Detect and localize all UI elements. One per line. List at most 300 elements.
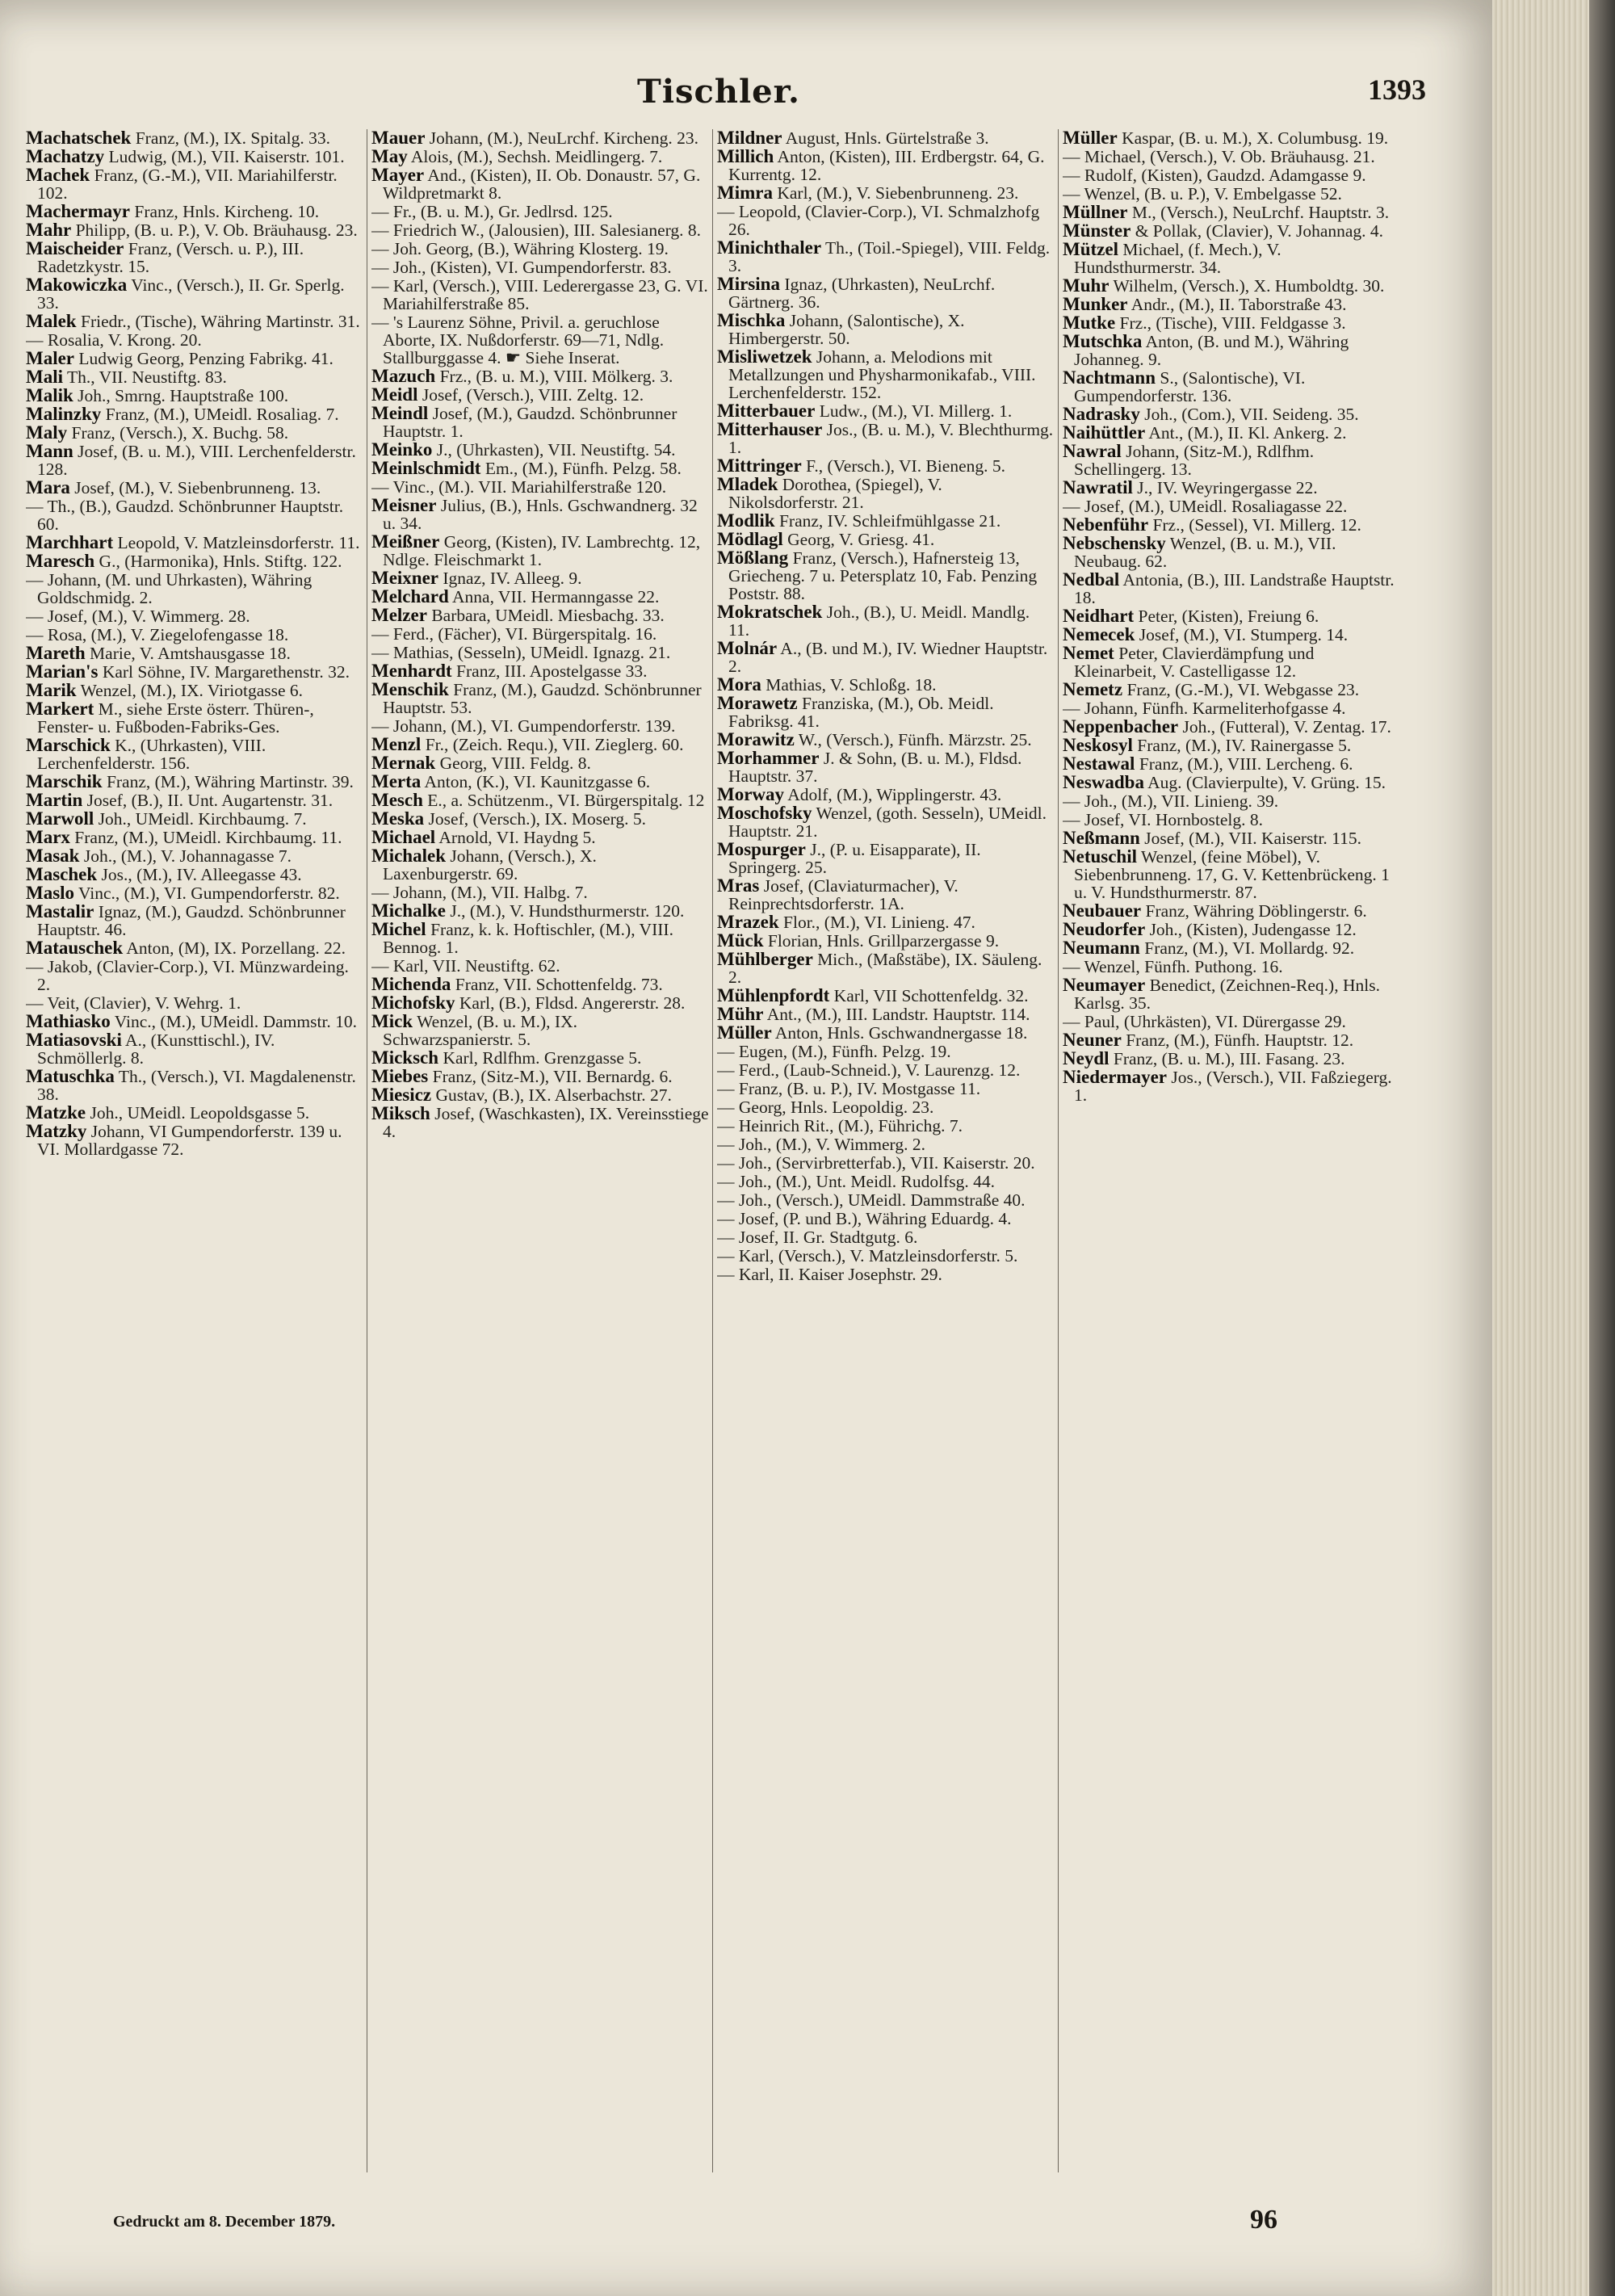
entry-details: — Jakob, (Clavier-Corp.), VI. Münzwardeing. 2. xyxy=(26,957,349,994)
entry-details: Th., VII. Neustiftg. 83. xyxy=(63,367,227,387)
entry-details: Ludwig, (M.), VII. Kaiserstr. 101. xyxy=(104,147,345,166)
entry-details: — Mathias, (Sesseln), UMeidl. Ignazg. 21. xyxy=(371,643,671,662)
directory-entry xyxy=(371,386,709,404)
entry-details: S., (Salontische), VI. Gumpendorferstr. 136. xyxy=(1074,368,1306,405)
directory-entry xyxy=(371,460,709,477)
entry-name: Mras xyxy=(717,875,760,896)
directory-entry xyxy=(26,1031,363,1067)
directory-entry xyxy=(26,571,363,607)
entry-details: Franz, III. Apostelgasse 33. xyxy=(451,661,648,681)
directory-entry xyxy=(717,1173,1055,1190)
directory-entry xyxy=(1063,939,1400,957)
entry-details: Florian, Hnls. Grillparzergasse 9. xyxy=(763,931,1000,951)
entry-name: Munker xyxy=(1063,294,1128,314)
directory-entry xyxy=(26,994,363,1012)
directory-entry xyxy=(1063,185,1400,203)
entry-details: — Joh., (M.), V. Wimmerg. 2. xyxy=(717,1135,925,1154)
entry-name: Mesch xyxy=(371,790,423,810)
directory-entry xyxy=(717,695,1055,730)
entry-details: And., (Kisten), II. Ob. Donaustr. 57, G. Wildpretmarkt 8. xyxy=(383,166,701,203)
directory-entry xyxy=(371,478,709,496)
entry-details: — Heinrich Rit., (M.), Führichg. 7. xyxy=(717,1116,963,1135)
directory-entry xyxy=(26,203,363,220)
directory-entry xyxy=(371,221,709,239)
directory-entry xyxy=(717,275,1055,311)
directory-entry xyxy=(1063,479,1400,497)
directory-entry xyxy=(26,1104,363,1122)
entry-name: Mützel xyxy=(1063,239,1118,259)
entry-name: Moschofsky xyxy=(717,803,812,823)
entry-details: — Wenzel, Fünfh. Puthong. 16. xyxy=(1063,957,1283,976)
entry-name: Melchard xyxy=(371,586,449,607)
directory-entry xyxy=(1063,333,1400,368)
page-number: 1393 xyxy=(1368,73,1426,106)
entry-details: — Vinc., (M.). VII. Mariahilferstraße 120. xyxy=(371,477,667,497)
entry-name: Michenda xyxy=(371,974,451,994)
entry-name: Merta xyxy=(371,771,422,791)
directory-entry xyxy=(26,829,363,846)
directory-entry xyxy=(717,932,1055,950)
directory-entry xyxy=(26,737,363,772)
entry-name: Mospurger xyxy=(717,839,806,859)
entry-name: Millich xyxy=(717,146,774,166)
entry-name: Marschick xyxy=(26,735,111,755)
entry-details: Joh., Smrng. Hauptstraße 100. xyxy=(73,386,289,405)
entry-details: Wenzel, (B. u. M.), VII. Neubaug. 62. xyxy=(1074,534,1336,571)
entry-details: — Josef, VI. Hornbostelg. 8. xyxy=(1063,810,1264,829)
entry-details: Franz, (Versch. u. P.), III. Radetzkystr. 15. xyxy=(37,239,304,276)
directory-entry xyxy=(1063,1031,1400,1049)
entry-details: Karl, (B.), Fldsd. Angererstr. 28. xyxy=(455,993,686,1013)
directory-entry xyxy=(1063,737,1400,754)
directory-entry xyxy=(26,148,363,166)
directory-entry xyxy=(26,276,363,312)
directory-entry xyxy=(26,405,363,423)
directory-entry xyxy=(371,957,709,975)
entry-details: Wenzel, (M.), IX. Viriotgasse 6. xyxy=(76,681,304,700)
entry-details: Johann, (Sitz-M.), Rdlfhm. Schellingerg. 13. xyxy=(1074,442,1315,479)
entry-details: — Joh. Georg, (B.), Währing Klosterg. 19. xyxy=(371,239,669,258)
entry-name: Mildner xyxy=(717,129,782,148)
entry-name: Mali xyxy=(26,367,63,387)
entry-details: E., a. Schützenm., VI. Bürgerspitalg. 12 xyxy=(422,791,705,810)
entry-details: — Johann, Fünfh. Karmeliterhofgasse 4. xyxy=(1063,699,1346,718)
entry-name: Mück xyxy=(717,930,764,951)
entry-details: Franz, (M.), Währing Martinstr. 39. xyxy=(102,772,354,791)
entry-name: Mrazek xyxy=(717,912,779,932)
directory-entry xyxy=(371,497,709,532)
entry-name: Mathiasko xyxy=(26,1011,111,1031)
entry-name: Nachtmann xyxy=(1063,367,1156,388)
entry-details: Vinc., (M.), UMeidl. Dammstr. 10. xyxy=(110,1012,358,1031)
entry-details: Franz, (M.), UMeidl. Kirchbaumg. 11. xyxy=(69,828,342,847)
entry-name: Mödlagl xyxy=(717,529,783,549)
entry-name: Nemetz xyxy=(1063,679,1123,699)
directory-entry xyxy=(26,607,363,625)
entry-name: Münster xyxy=(1063,220,1131,241)
entry-name: Müller xyxy=(717,1022,772,1043)
directory-entry xyxy=(371,644,709,661)
entry-name: Mauer xyxy=(371,129,426,148)
entry-name: Nadrasky xyxy=(1063,404,1140,424)
directory-entry xyxy=(371,829,709,846)
directory-entry xyxy=(26,479,363,497)
entry-details: Josef, (M.), VI. Stumperg. 14. xyxy=(1135,625,1349,644)
directory-entry xyxy=(371,533,709,569)
entry-name: Morhammer xyxy=(717,748,820,768)
entry-name: Mimra xyxy=(717,183,773,203)
entry-details: J., (Uhrkasten), VII. Neustiftg. 54. xyxy=(432,440,676,460)
entry-name: Marschik xyxy=(26,771,103,791)
entry-name: Meinko xyxy=(371,439,433,460)
directory-entry xyxy=(1063,755,1400,773)
entry-details: Franz, Währing Döblingerstr. 6. xyxy=(1141,901,1367,921)
entry-details: — Johann, (M.), VII. Halbg. 7. xyxy=(371,883,588,902)
entry-details: Jos., (M.), IV. Alleegasse 43. xyxy=(97,865,302,884)
directory-entry xyxy=(371,994,709,1012)
entry-name: Nebschensky xyxy=(1063,533,1166,553)
directory-entry xyxy=(717,549,1055,602)
directory-entry xyxy=(717,731,1055,749)
entry-details: Josef, (B. u. M.), VIII. Lerchenfelderstr. 128. xyxy=(37,442,356,479)
entry-details: — Eugen, (M.), Fünfh. Pelzg. 19. xyxy=(717,1042,951,1061)
directory-entry xyxy=(371,736,709,753)
entry-details: Ludw., (M.), VI. Millerg. 1. xyxy=(815,401,1013,421)
directory-entry xyxy=(371,681,709,716)
entry-name: Machermayr xyxy=(26,201,130,221)
entry-details: — Karl, (Versch.), V. Matzleinsdorferstr. 5. xyxy=(717,1246,1018,1266)
entry-details: Mich., (Maßstäbe), IX. Säuleng. 2. xyxy=(728,950,1042,987)
entry-details: Dorothea, (Spiegel), V. Nikolsdorferstr. 21. xyxy=(728,475,942,512)
directory-entry xyxy=(717,1210,1055,1228)
entry-details: Franz, (M.), VIII. Lercheng. 6. xyxy=(1135,754,1353,774)
entry-name: Michalke xyxy=(371,900,446,921)
entry-name: Müller xyxy=(1063,129,1118,148)
entry-details: A., (B. und M.), IV. Wiedner Hauptstr. 2. xyxy=(728,639,1048,676)
entry-details: Julius, (B.), Hnls. Gschwandnerg. 32 u. 34. xyxy=(383,496,698,533)
directory-entry xyxy=(1063,497,1400,515)
entry-details: Josef, (M.), V. Siebenbrunneng. 13. xyxy=(69,478,321,497)
entry-name: Minichthaler xyxy=(717,237,822,258)
entry-details: Leopold, V. Matzleinsdorferstr. 11. xyxy=(113,533,360,552)
directory-entry xyxy=(1063,902,1400,920)
entry-details: — Ferd., (Fächer), VI. Bürgerspitalg. 16. xyxy=(371,624,657,644)
directory-entry xyxy=(1063,811,1400,829)
entry-details: Josef, (Versch.), IX. Moserg. 5. xyxy=(424,809,647,829)
directory-entry xyxy=(371,203,709,220)
entry-name: Mastalir xyxy=(26,901,94,921)
entry-name: Nedbal xyxy=(1063,569,1120,590)
entry-name: Neumayer xyxy=(1063,975,1146,995)
entry-details: Antonia, (B.), III. Landstraße Hauptstr. 18. xyxy=(1074,570,1395,607)
entry-details: — Th., (B.), Gaudzd. Schönbrunner Hauptstr. 60. xyxy=(26,497,344,534)
entry-name: Müllner xyxy=(1063,202,1128,222)
entry-details: Georg, VIII. Feldg. 8. xyxy=(435,753,591,773)
entry-name: Mühlenpfordt xyxy=(717,985,830,1005)
directory-entry xyxy=(26,663,363,681)
entry-name: Michalek xyxy=(371,846,446,866)
directory-entry xyxy=(1063,571,1400,607)
entry-name: Meißner xyxy=(371,531,440,552)
directory-entry xyxy=(1063,1050,1400,1068)
entry-details: Josef, (Versch.), VIII. Zeltg. 12. xyxy=(417,385,644,405)
entry-name: Matzky xyxy=(26,1121,87,1141)
directory-entry xyxy=(717,239,1055,275)
entry-name: Marian's xyxy=(26,661,99,682)
entry-details: G., (Harmonika), Hnls. Stiftg. 122. xyxy=(94,552,342,571)
directory-entry xyxy=(717,348,1055,401)
directory-entry xyxy=(1063,424,1400,442)
entry-name: Mayer xyxy=(371,165,425,185)
entry-name: Misliwetzek xyxy=(717,346,812,367)
signature-number: 96 xyxy=(1250,2205,1277,2235)
directory-entry xyxy=(26,958,363,993)
directory-entry xyxy=(1063,921,1400,938)
directory-entry xyxy=(26,443,363,478)
entry-details: — Michael, (Versch.), V. Ob. Bräuhausg. 21. xyxy=(1063,147,1375,166)
directory-entry xyxy=(371,277,709,313)
directory-entry xyxy=(26,240,363,275)
entry-name: Meidl xyxy=(371,384,418,405)
directory-entry xyxy=(717,184,1055,202)
directory-entry xyxy=(717,148,1055,183)
entry-name: Martin xyxy=(26,790,83,810)
entry-name: Mora xyxy=(717,674,761,695)
directory-entry xyxy=(1063,1013,1400,1030)
entry-details: J., IV. Weyringergasse 22. xyxy=(1132,478,1318,497)
directory-entry xyxy=(371,902,709,920)
entry-name: May xyxy=(371,146,408,166)
entry-details: Friedr., (Tische), Währing Martinstr. 31. xyxy=(76,312,360,331)
directory-entry xyxy=(717,1043,1055,1060)
page-header xyxy=(32,73,1426,129)
entry-name: Nawral xyxy=(1063,441,1122,461)
directory-entry xyxy=(717,1117,1055,1135)
entry-details: — Joh., (Versch.), UMeidl. Dammstraße 40. xyxy=(717,1190,1026,1210)
directory-entry xyxy=(1063,241,1400,276)
entry-details: Johann, (Salontische), X. Himbergerstr. 50. xyxy=(728,311,965,348)
directory-entry xyxy=(371,1049,709,1067)
entry-name: Makowiczka xyxy=(26,275,128,295)
entry-details: Frz., (Tische), VIII. Feldgasse 3. xyxy=(1115,313,1346,333)
entry-details: — Friedrich W., (Jalousien), III. Salesianerg. 8. xyxy=(371,220,702,240)
entry-details: Alois, (M.), Sechsh. Meidlingerg. 7. xyxy=(407,147,663,166)
directory-entry xyxy=(26,866,363,884)
directory-entry xyxy=(26,313,363,330)
directory-entry xyxy=(26,903,363,938)
entry-details: — Ferd., (Laub-Schneid.), V. Laurenzg. 12. xyxy=(717,1060,1021,1080)
entry-name: Modlik xyxy=(717,510,775,531)
entry-name: Morway xyxy=(717,784,785,804)
entry-details: Joh., (Kisten), Judengasse 12. xyxy=(1145,920,1357,939)
entry-name: Neskosyl xyxy=(1063,735,1133,755)
entry-details: F., (Versch.), VI. Bieneng. 5. xyxy=(801,456,1005,476)
entry-name: Neudorfer xyxy=(1063,919,1146,939)
directory-entry xyxy=(26,1123,363,1158)
entry-name: Nemet xyxy=(1063,643,1114,663)
entry-name: Matzke xyxy=(26,1102,86,1123)
entry-details: Barbara, UMeidl. Miesbachg. 33. xyxy=(426,606,665,625)
entry-name: Nestawal xyxy=(1063,753,1135,774)
entry-name: Morawetz xyxy=(717,693,798,713)
directory-entry xyxy=(371,588,709,606)
directory-entry xyxy=(26,644,363,662)
directory-entry xyxy=(371,166,709,202)
directory-entry xyxy=(1063,718,1400,736)
entry-details: Wenzel, (B. u. M.), IX. Schwarzspanierstr. 5. xyxy=(383,1012,577,1049)
directory-entry xyxy=(26,682,363,699)
directory-entry xyxy=(717,1080,1055,1098)
entry-details: Th., (Toil.-Spiegel), VIII. Feldg. 3. xyxy=(728,238,1051,275)
entry-details: Philipp, (B. u. P.), V. Ob. Bräuhausg. 23. xyxy=(71,220,358,240)
entry-details: Karl, VII Schottenfeldg. 32. xyxy=(829,986,1029,1005)
entry-details: J., (P. u. Eisapparate), II. Springerg. 25. xyxy=(728,840,981,877)
entry-name: Neswadba xyxy=(1063,772,1144,792)
entry-name: Menzl xyxy=(371,734,422,754)
entry-details: — Josef, II. Gr. Stadtgutg. 6. xyxy=(717,1228,918,1247)
entry-name: Mazuch xyxy=(371,366,436,386)
directory-entry xyxy=(371,240,709,258)
directory-entry xyxy=(371,1068,709,1085)
entry-details: — Josef, (M.), V. Wimmerg. 28. xyxy=(26,607,250,626)
column-divider xyxy=(712,129,713,2172)
entry-details: Joh., (M.), V. Johannagasse 7. xyxy=(79,846,292,866)
entry-name: Marx xyxy=(26,827,70,847)
entry-name: Molnár xyxy=(717,638,778,658)
directory-entry xyxy=(26,700,363,736)
entry-details: Jos., (B. u. M.), V. Blechthurmg. 1. xyxy=(728,420,1054,457)
directory-entry xyxy=(717,676,1055,694)
entry-name: Menhardt xyxy=(371,661,452,681)
directory-entry xyxy=(717,1024,1055,1042)
directory-entry xyxy=(717,402,1055,420)
entry-details: Em., (M.), Fünfh. Pelzg. 58. xyxy=(480,459,682,478)
page-title: Tischler. xyxy=(637,73,800,111)
directory-entry xyxy=(717,877,1055,913)
directory-entry xyxy=(371,569,709,587)
entry-name: Mutschka xyxy=(1063,331,1143,351)
entry-name: Meixner xyxy=(371,568,439,588)
entry-details: — Karl, (Versch.), VIII. Lederergasse 23, G. VI. Mariahilferstraße 85. xyxy=(371,276,708,313)
entry-details: — Wenzel, (B. u. P.), V. Embelgasse 52. xyxy=(1063,184,1342,204)
column-1 xyxy=(26,129,363,2181)
directory-entry xyxy=(1063,774,1400,791)
directory-entry xyxy=(26,497,363,533)
directory-entry xyxy=(26,552,363,570)
entry-details: Anton, (K.), VI. Kaunitzgasse 6. xyxy=(421,772,651,791)
entry-name: Matiasovski xyxy=(26,1030,122,1050)
entry-details: Joh., (Com.), VII. Seideng. 35. xyxy=(1139,405,1359,424)
entry-details: Franz, (M.), VI. Mollardg. 92. xyxy=(1139,938,1355,958)
entry-details: Franz, (M.), Fünfh. Hauptstr. 12. xyxy=(1121,1030,1354,1050)
entry-details: Franz, Hnls. Kircheng. 10. xyxy=(130,202,320,221)
entry-details: Fr., (Zeich. Requ.), VII. Zieglerg. 60. xyxy=(421,735,684,754)
entry-details: Ant., (M.), III. Landstr. Hauptstr. 114. xyxy=(763,1005,1030,1024)
entry-name: Netuschil xyxy=(1063,846,1137,867)
entry-details: Michael, (f. Mech.), V. Hundsthurmerstr. 34. xyxy=(1074,240,1282,277)
entry-name: Meindl xyxy=(371,403,429,423)
directory-entry xyxy=(717,512,1055,530)
directory-entry xyxy=(371,625,709,643)
entry-details: Anton, (Kisten), III. Erdbergstr. 64, G. Kurrentg. 12. xyxy=(728,147,1045,184)
entry-name: Neydl xyxy=(1063,1048,1110,1068)
entry-details: Wenzel, (feine Möbel), V. Siebenbrunneng. 17, G. V. Kettenbrückeng. 1 u. V. Hundsthurmerstr. 87. xyxy=(1074,847,1390,902)
entry-name: Marwoll xyxy=(26,808,94,829)
entry-details: A., (Kunsttischl.), IV. Schmöllerlg. 8. xyxy=(37,1030,275,1068)
directory-entry xyxy=(371,258,709,276)
directory-entry xyxy=(371,129,709,147)
entry-name: Neppenbacher xyxy=(1063,716,1179,737)
entry-details: Josef, (M.), VII. Kaiserstr. 115. xyxy=(1139,829,1361,848)
directory-entry xyxy=(1063,644,1400,680)
entry-details: & Pollak, (Clavier), V. Johannag. 4. xyxy=(1130,221,1384,241)
entry-name: Melzer xyxy=(371,605,427,625)
directory-entry xyxy=(1063,443,1400,478)
directory-entry xyxy=(26,166,363,202)
directory-entry xyxy=(717,1247,1055,1265)
directory-entry xyxy=(1063,535,1400,570)
entry-name: Maresch xyxy=(26,551,95,571)
directory-entry xyxy=(717,804,1055,840)
entry-name: Malek xyxy=(26,311,77,331)
entry-name: Maschek xyxy=(26,864,98,884)
directory-entry xyxy=(371,754,709,772)
entry-details: Kaspar, (B. u. M.), X. Columbusg. 19. xyxy=(1117,129,1389,148)
directory-entry xyxy=(371,367,709,385)
entry-details: J., (M.), V. Hundsthurmerstr. 120. xyxy=(446,901,685,921)
entry-name: Marchhart xyxy=(26,532,114,552)
directory-entry xyxy=(1063,166,1400,184)
entry-details: J. & Sohn, (B. u. M.), Fldsd. Hauptstr. 37. xyxy=(728,749,1022,786)
directory-entry xyxy=(371,1013,709,1048)
entry-name: Mokratschek xyxy=(717,602,823,622)
column-3 xyxy=(717,129,1055,2181)
directory-entry xyxy=(26,387,363,405)
entry-name: Mitterhauser xyxy=(717,419,823,439)
directory-entry xyxy=(1063,222,1400,240)
directory-entry xyxy=(26,773,363,791)
directory-entry xyxy=(26,791,363,809)
directory-entry xyxy=(1063,148,1400,166)
directory-entry xyxy=(26,847,363,865)
directory-entry xyxy=(717,476,1055,511)
directory-entry xyxy=(26,939,363,957)
entry-details: Anna, VII. Hermanngasse 22. xyxy=(448,587,660,607)
entry-details: Ludwig Georg, Penzing Fabrikg. 41. xyxy=(74,349,333,368)
entry-details: Franz, (G.-M.), VI. Webgasse 23. xyxy=(1122,680,1360,699)
entry-name: Mühr xyxy=(717,1004,764,1024)
entry-details: — Joh., (Servirbretterfab.), VII. Kaiserstr. 20. xyxy=(717,1153,1035,1173)
entry-name: Maler xyxy=(26,348,75,368)
directory-entry xyxy=(371,148,709,166)
entry-details: Th., (Versch.), VI. Magdalenenstr. 38. xyxy=(37,1067,356,1104)
directory-entry xyxy=(717,603,1055,639)
entry-details: Mathias, V. Schloßg. 18. xyxy=(761,675,937,695)
entry-details: Adolf, (M.), Wipplingerstr. 43. xyxy=(784,785,1002,804)
directory-entry xyxy=(1063,1068,1400,1104)
column-divider xyxy=(1058,129,1059,2172)
entry-name: Mühlberger xyxy=(717,949,813,969)
entry-details: Andr., (M.), II. Taborstraße 43. xyxy=(1127,295,1347,314)
entry-details: August, Hnls. Gürtelstraße 3. xyxy=(782,129,989,148)
entry-details: Frz., (Sessel), VI. Millerg. 12. xyxy=(1148,515,1361,535)
entry-details: Joh., (Futteral), V. Zentag. 17. xyxy=(1178,717,1391,737)
entry-name: Muhr xyxy=(1063,275,1110,296)
directory-entry xyxy=(1063,607,1400,625)
entry-details: Vinc., (Versch.), II. Gr. Sperlg. 33. xyxy=(37,275,345,313)
directory-entry xyxy=(717,1228,1055,1246)
entry-details: Georg, (Kisten), IV. Lambrechtg. 12, Ndlge. Fleischmarkt 1. xyxy=(383,532,701,569)
